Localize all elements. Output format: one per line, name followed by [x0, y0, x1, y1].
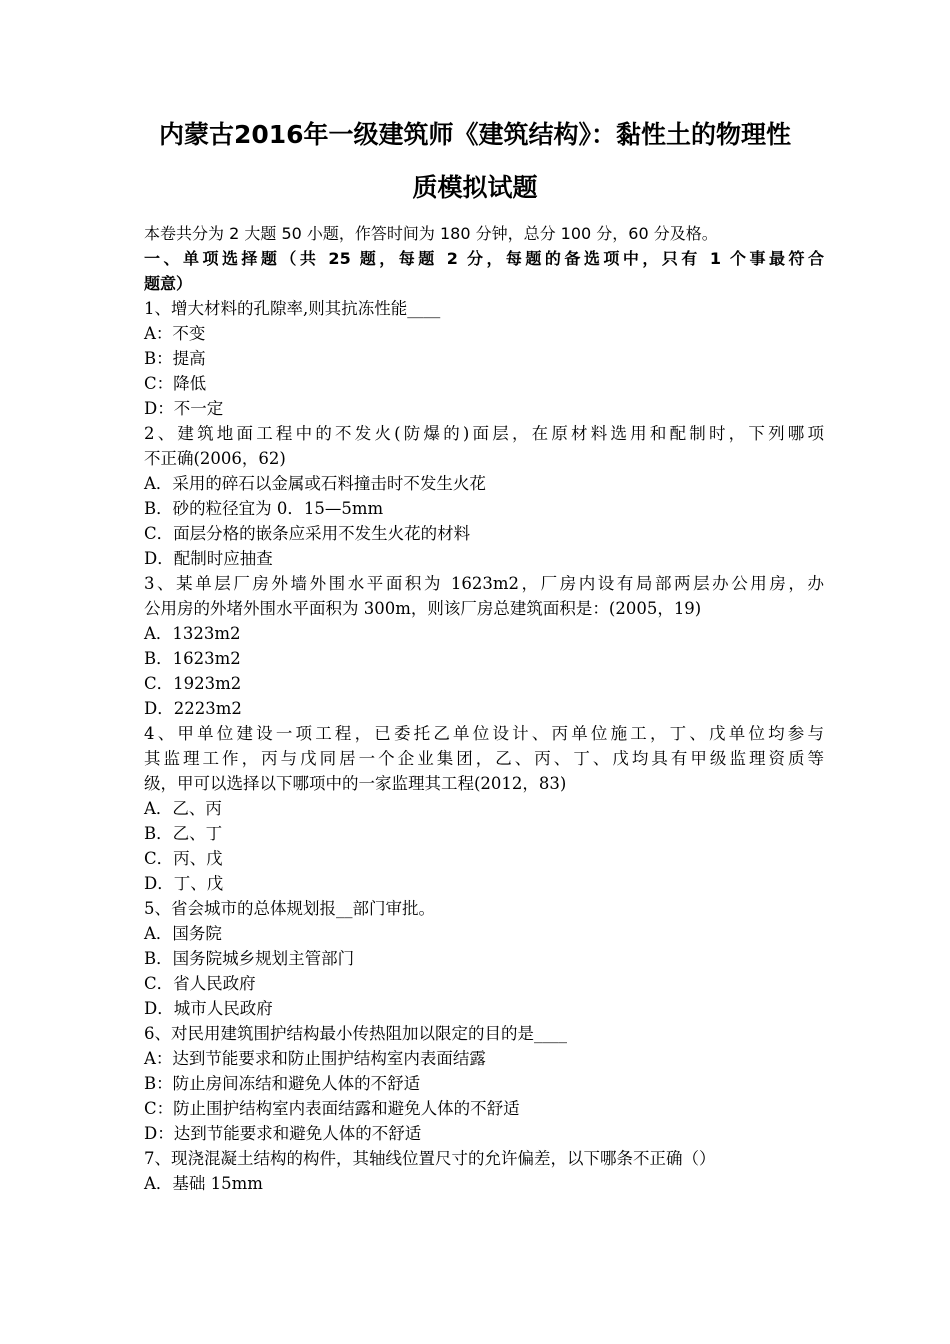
question-5: [144, 896, 824, 1021]
question-stem: 4、甲单位建设一项工程，已委托乙单位设计、丙单位施工，丁、戊单位均参与: [144, 724, 824, 743]
document-body: [144, 221, 824, 1196]
answer-option-a: A：不变: [144, 324, 206, 343]
answer-option-b: B．乙、丁: [144, 824, 223, 843]
question-stem: 不正确(2006，62): [144, 449, 286, 468]
question-stem: 3、某单层厂房外墙外围水平面积为 1623m2，厂房内设有局部两层办公用房，办: [144, 574, 824, 593]
answer-option-c: C．面层分格的嵌条应采用不发生火花的材料: [144, 524, 471, 543]
answer-option-a: A．国务院: [144, 924, 222, 943]
question-stem: 2、建筑地面工程中的不发火(防爆的)面层，在原材料选用和配制时，下列哪项: [144, 424, 824, 443]
question-1: [144, 296, 824, 421]
exam-intro: 本卷共分为 2 大题 50 小题，作答时间为 180 分钟，总分 100 分，60 分及格。: [144, 224, 718, 243]
answer-option-c: C：降低: [144, 374, 207, 393]
section-heading-line-1: 一、单项选择题（共 25 题，每题 2 分，每题的备选项中，只有 1 个事最符合: [144, 249, 824, 268]
answer-option-a: A．乙、丙: [144, 799, 222, 818]
answer-option-d: D．配制时应抽查: [144, 549, 273, 568]
question-stem: 5、省会城市的总体规划报__部门审批。: [144, 899, 435, 918]
answer-option-b: B．1623m2: [144, 649, 241, 668]
answer-option-a: A．1323m2: [144, 624, 241, 643]
answer-option-c: C．丙、戊: [144, 849, 223, 868]
question-7: [144, 1146, 824, 1196]
answer-option-d: D：达到节能要求和避免人体的不舒适: [144, 1124, 422, 1143]
question-stem: 6、对民用建筑围护结构最小传热阻加以限定的目的是____: [144, 1024, 567, 1043]
answer-option-c: C．省人民政府: [144, 974, 256, 993]
answer-option-d: D：不一定: [144, 399, 224, 418]
question-stem: 其监理工作，丙与戊同居一个企业集团，乙、丙、丁、戊均具有甲级监理资质等: [144, 749, 824, 768]
question-stem: 1、增大材料的孔隙率,则其抗冻性能____: [144, 299, 441, 318]
answer-option-d: D．丁、戊: [144, 874, 224, 893]
answer-option-b: B：提高: [144, 349, 206, 368]
answer-option-a: A：达到节能要求和防止围护结构室内表面结露: [144, 1049, 486, 1068]
document-title-line-2: 质模拟试题: [412, 173, 538, 202]
answer-option-d: D．2223m2: [144, 699, 242, 718]
question-2: [144, 421, 824, 571]
question-stem: 级，甲可以选择以下哪项中的一家监理其工程(2012，83): [144, 774, 567, 793]
question-6: [144, 1021, 824, 1146]
answer-option-a: A．基础 15mm: [144, 1174, 263, 1193]
answer-option-c: C：防止围护结构室内表面结露和避免人体的不舒适: [144, 1099, 520, 1118]
answer-option-c: C．1923m2: [144, 674, 242, 693]
answer-option-a: A．采用的碎石以金属或石料撞击时不发生火花: [144, 474, 486, 493]
answer-option-d: D．城市人民政府: [144, 999, 273, 1018]
question-4: [144, 721, 824, 896]
question-3: [144, 571, 824, 721]
question-stem: 公用房的外堵外围水平面积为 300m，则该厂房总建筑面积是：(2005，19): [144, 599, 702, 618]
question-stem: 7、现浇混凝土结构的构件，其轴线位置尺寸的允许偏差，以下哪条不正确（）: [144, 1149, 716, 1168]
answer-option-b: B．国务院城乡规划主管部门: [144, 949, 355, 968]
answer-option-b: B．砂的粒径宜为 0．15—5mm: [144, 499, 384, 518]
answer-option-b: B：防止房间冻结和避免人体的不舒适: [144, 1074, 421, 1093]
section-heading-line-2: 题意）: [144, 274, 193, 293]
document-title-line-1: 内蒙古2016年一级建筑师《建筑结构》：黏性土的物理性: [158, 120, 792, 149]
